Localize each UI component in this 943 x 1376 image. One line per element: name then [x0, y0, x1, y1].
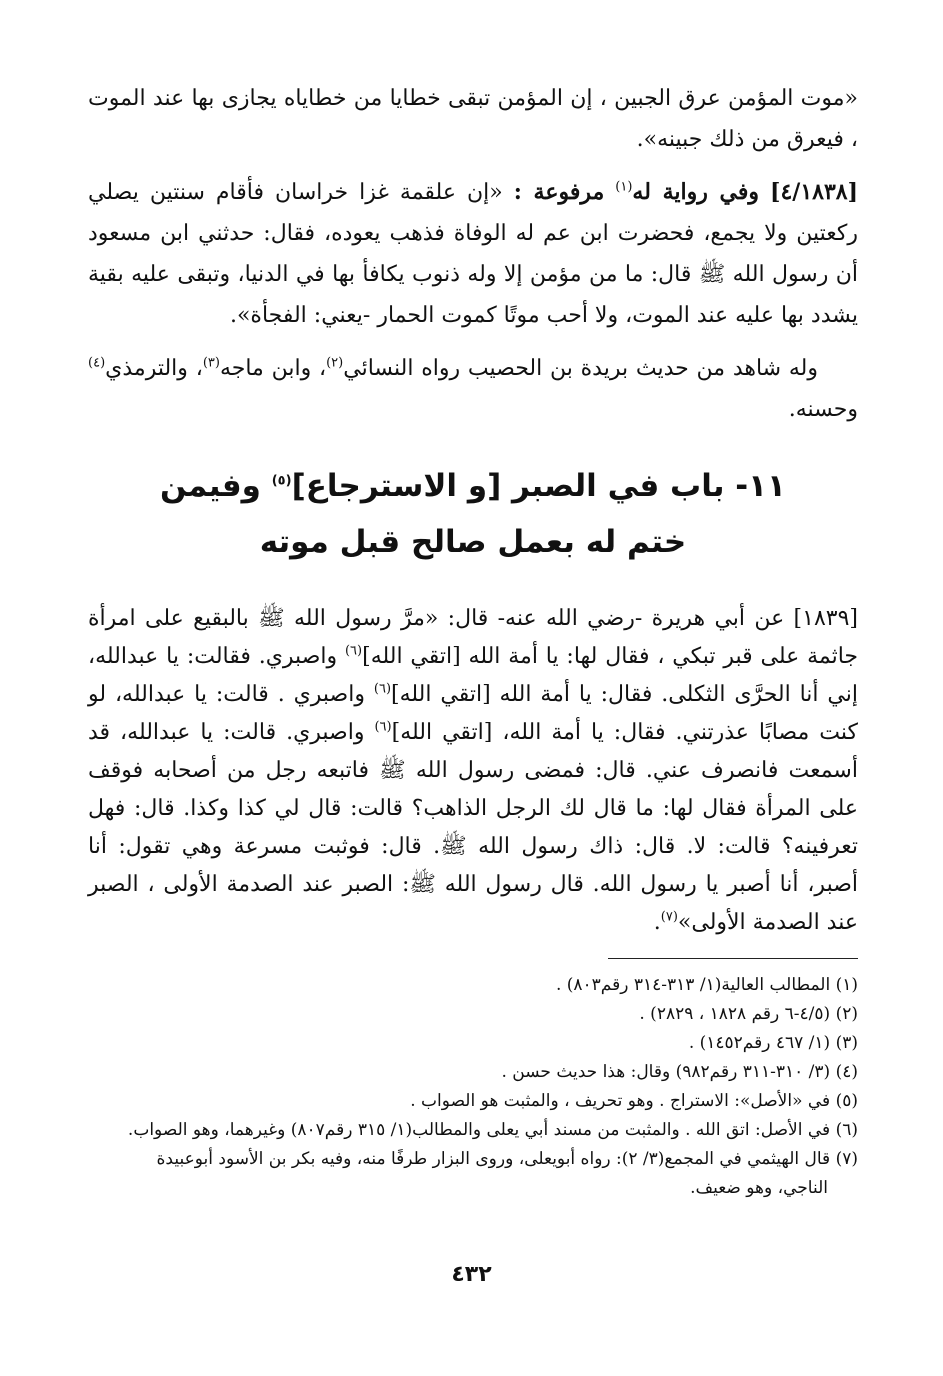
paragraph-hadith-1839 [88, 600, 858, 942]
text-line: الله ﷺ فاتبعه رجل من أصحابه فوقف على المرأة فقال لها: ما قال لك الرجل [88, 758, 859, 821]
text-line: واصبري. قالت: يا عبدالله، قد أسمعت فانصرف عني. قال: فمضى رسول [88, 720, 858, 783]
text-segment: ، [195, 356, 203, 381]
text-segment: واصبري . [277, 682, 365, 707]
paragraph-hadith-1838-end [88, 78, 858, 160]
footnote-separator [608, 958, 858, 959]
footnote-marker: (٦) [373, 681, 392, 697]
text-segment: . [653, 910, 661, 935]
text-segment: قالت: يا عبدالله، لو كنت مصابًا عذرتني. فقال: يا أمة الله، [اتقي الله] [88, 682, 858, 745]
footnote-5: (٥) في «الأصل»: الاستراج . وهو تحريف ، والمثبت هو الصواب . [410, 1091, 858, 1111]
footnote-7-continuation: الناجي، وهو ضعيف. [690, 1178, 828, 1198]
chapter-heading [88, 458, 858, 570]
text-segment: والترمذي [105, 356, 188, 381]
footnote-1: (١) المطالب العالية(١/ ٣١٣-٣١٤ رقم٨٠٣) . [555, 975, 858, 995]
page-number: ٤٣٢ [451, 1262, 492, 1287]
text-line: «موت المؤمن عرق الجبين ، إن المؤمن تبقى خطايا من خطاياه يجازى بها عند [152, 86, 858, 111]
text-segment: واصبري. فقالت: [186, 644, 338, 669]
footnote-marker: (٤) [88, 355, 106, 371]
text-segment: وله شاهد من حديث بريدة بن الحصيب رواه النسائي [343, 356, 819, 381]
heading-line-2: ختم له بعمل صالح قبل موته [259, 524, 687, 560]
text-line: رسول الله ﷺ. قال: فوثبت مسرعة وهي تقول: أنا أصبر، أنا أصبر يا رسول الله. [88, 834, 859, 897]
narration-type: مرفوعة : [513, 179, 605, 205]
text-segment: قال رسول الله ﷺ: الصبر عند الصدمة الأولى ، الصبر عند الصدمة الأولى» [88, 872, 858, 935]
footnotes [88, 971, 858, 1203]
footnote-4: (٤) (٣/ ٣١٠-٣١١ رقم٩٨٢) وقال: هذا حديث حسن . [501, 1062, 858, 1082]
text-line: ركعتين ولا يجمع، فحضرت ابن عم له الوفاة فذهب يعوده، فقال: حدثني ابن [160, 221, 859, 246]
hadith-reference: [٤/١٨٣٨] [770, 179, 859, 205]
document-page [88, 78, 858, 1203]
text-line: [١٨٣٩] عن أبي هريرة -رضي الله عنه- قال: «مرَّ رسول الله ﷺ بالبقيع على [145, 606, 859, 631]
footnote-3: (٣) (١/ ٤٦٧ رقم١٤٥٢) . [688, 1033, 858, 1053]
footnote-7: (٧) قال الهيثمي في المجمع(٣/ ٢): رواه أبويعلى، وروى البزار طرفًا منه، وفيه بكر بن الأسود أبوعبيدة [156, 1149, 858, 1169]
footnote-marker: (٥) [271, 473, 292, 489]
heading-text: ١١- باب في الصبر [و الاسترجاع] [291, 468, 786, 504]
text-segment: ، وابن ماجه [219, 356, 327, 381]
text-segment: يا عبدالله، إني أنا الحرَّى الثكلى. فقال: يا أمة الله [اتقي الله] [88, 644, 858, 707]
narration-label: وفي رواية له [632, 179, 760, 205]
text-segment: امرأة جاثمة على قبر تبكي ، فقال لها: يا أمة الله [اتقي الله] [88, 606, 859, 669]
text-line: عليه بقية يشدد بها عليه عند الموت، ولا أحب موتًا كموت الحمار -يعني: الفجأة». [88, 262, 858, 328]
footnote-6: (٦) في الأصل: اتق الله . والمثبت من مسند أبي يعلى والمطالب(١/ ٣١٥ رقم٨٠٧) وغيرهما، وهو الصواب. [127, 1120, 858, 1140]
heading-text: وفيمن [160, 468, 261, 504]
footnote-2: (٢) (٤/٥-٦ رقم ١٨٢٨ ، ٢٨٢٩) . [639, 1004, 858, 1024]
heading-line-1 [88, 458, 858, 514]
text-line: مسعود أن رسول الله ﷺ قال: ما من مؤمن إلا وله ذنوب يكافأ بها في الدنيا، وتبقى [88, 221, 859, 287]
text-line: الموت ، فيعرق من ذلك جبينه». [88, 86, 858, 152]
footnote-marker: (٣) [202, 355, 220, 371]
paragraph-witness [88, 348, 858, 430]
footnote-marker: (٧) [660, 909, 678, 925]
footnote-marker: (٢) [326, 355, 344, 371]
text-line: «إن علقمة غزا خراسان فأقام سنتين يصلي [88, 180, 503, 205]
footnote-marker: (١) [615, 179, 633, 195]
text-segment: وحسنه. [788, 397, 858, 422]
footnote-marker: (٦) [344, 643, 363, 659]
paragraph-hadith-1838-4 [88, 172, 858, 336]
footnote-marker: (٦) [374, 719, 392, 735]
text-line: الذاهب؟ قالت: قال لي كذا وكذا. قال: فهل تعرفينه؟ قالت: لا. قال: ذاك [88, 796, 858, 859]
